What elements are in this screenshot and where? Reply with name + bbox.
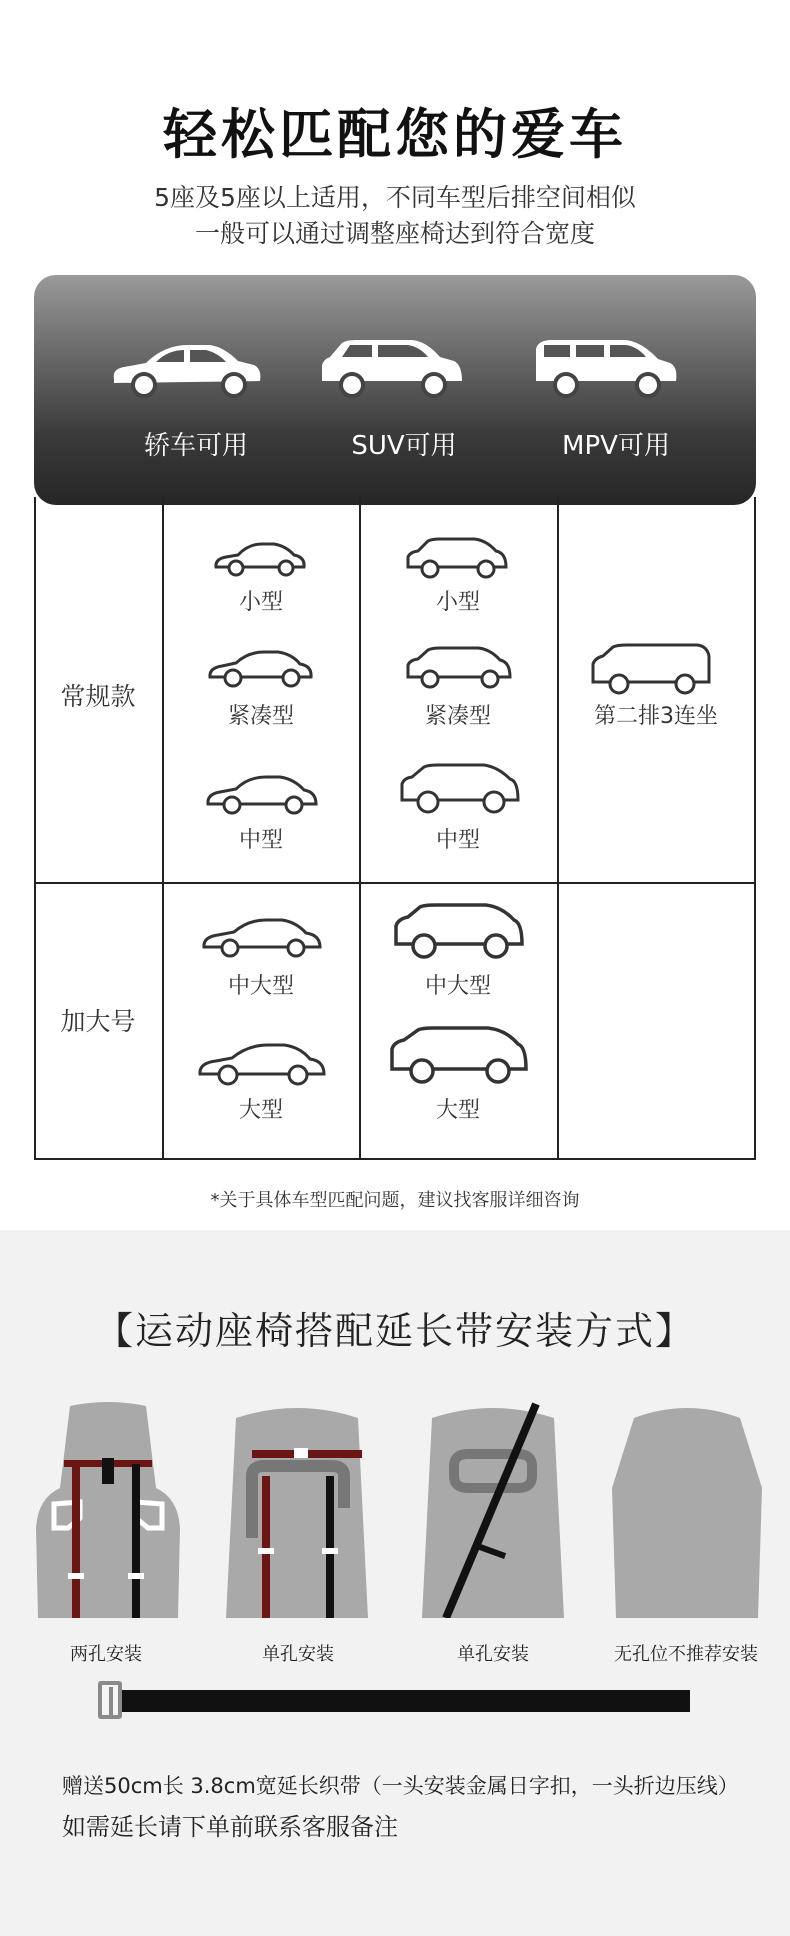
compatibility-grid [34,497,756,1160]
regular-suv-midsize: 中型 [435,828,480,853]
suv-icon [316,335,466,405]
seat-label-single-hole-b: 单孔安装 [457,1644,529,1665]
large-sedan-large: 大型 [238,1098,283,1123]
compact-suv-icon [404,645,514,691]
fullsize-suv-icon [392,902,526,960]
subtitle-line-2: 一般可以通过调整座椅达到符合宽度 [194,219,595,248]
extension-strap [112,1690,690,1712]
banner-label-suv: SUV可用 [351,431,457,461]
seat-single-hole-diagram-b [418,1398,568,1618]
regular-suv-small: 小型 [435,590,480,615]
compact-sedan-icon [206,647,316,689]
seat-no-hole-diagram [612,1398,762,1618]
regular-suv-compact: 紧凑型 [424,704,491,729]
banner-label-mpv: MPV可用 [562,431,670,461]
mpv-icon [530,335,680,405]
row-label-regular: 常规款 [60,682,136,711]
banner-label-sedan: 轿车可用 [143,431,248,461]
large-suv-icon [388,1025,530,1085]
midsize-sedan-icon [204,772,320,816]
seat-label-single-hole-a: 单孔安装 [262,1644,334,1665]
row-label-large: 加大号 [60,1007,136,1036]
seat-label-no-hole: 无孔位不推荐安装 [614,1644,758,1665]
regular-sedan-compact: 紧凑型 [227,704,294,729]
large-sedan-icon [196,1040,328,1086]
seat-two-hole-diagram [28,1398,188,1618]
fullsize-sedan-icon [200,915,324,959]
large-suv-fullsize: 中大型 [424,974,491,999]
large-suv-large: 大型 [435,1098,480,1123]
large-sedan-fullsize: 中大型 [227,974,294,999]
seat-single-hole-diagram-a [222,1398,372,1618]
regular-mpv-third-row: 第二排3连坐 [594,704,718,729]
regular-sedan-small: 小型 [238,590,283,615]
page-title: 轻松匹配您的爱车 [163,103,627,166]
small-sedan-icon [212,539,308,579]
metal-buckle-icon [98,1681,122,1719]
install-section-title: 【运动座椅搭配延长带安装方式】 [94,1309,695,1353]
subtitle-line-1: 5座及5座以上适用，不同车型后排空间相似 [154,183,636,212]
vehicle-type-banner [34,275,756,505]
compatibility-note: *关于具体车型匹配问题，建议找客服详细咨询 [210,1190,580,1211]
midsize-suv-icon [398,762,522,816]
extension-contact-text: 如需延长请下单前联系客服备注 [62,1813,398,1841]
mpv-outline-icon [589,642,713,698]
sedan-icon [106,335,266,405]
regular-sedan-midsize: 中型 [238,828,283,853]
seat-label-two-hole: 两孔安装 [70,1644,142,1665]
small-suv-icon [404,535,510,581]
strap-spec-text: 赠送50cm长 3.8cm宽延长织带（一头安装金属日字扣，一头折边压线） [62,1774,739,1798]
